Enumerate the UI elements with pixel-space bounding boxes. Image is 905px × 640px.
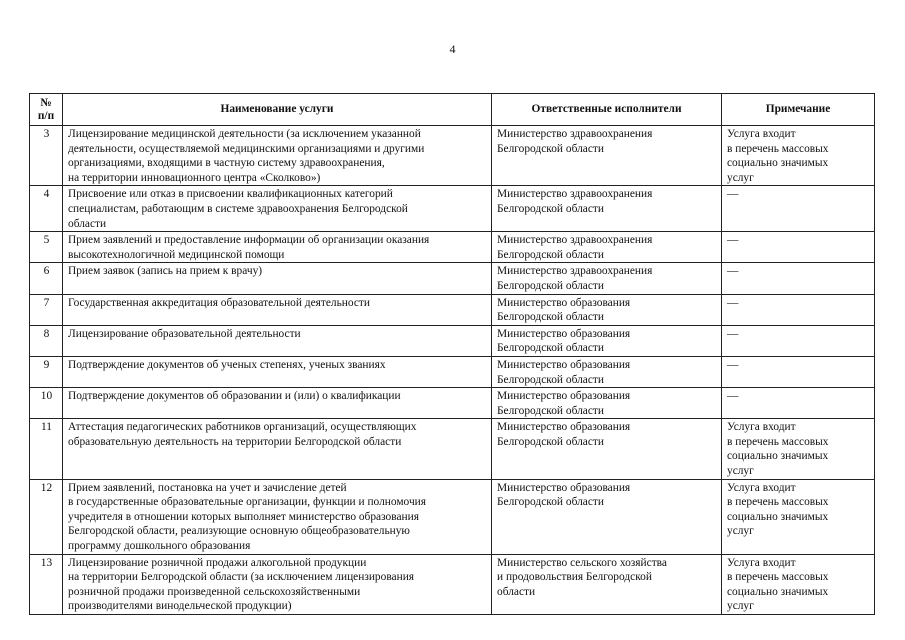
executors: Министерство здравоохранения Белгородской области xyxy=(492,186,722,232)
note: Услуга входит в перечень массовых социально значимых услуг xyxy=(722,126,875,186)
executors: Министерство образования Белгородской области xyxy=(492,419,722,479)
service-name: Лицензирование розничной продажи алкогольной продукции на территории Белгородской области (за исключением лицензирования розничной продажи произведенной сельскохозяйственными производителями винодельческой продукции) xyxy=(63,554,492,614)
service-name: Государственная аккредитация образовательной деятельности xyxy=(63,294,492,325)
executors: Министерство здравоохранения Белгородской области xyxy=(492,232,722,263)
service-name: Прием заявлений, постановка на учет и зачисление детей в государственные образовательные организации, функции и полномочия учредителя в отношении которых выполняет министерство образования Белгородской области, реализующие основную общеобразовательную программу дошкольного образования xyxy=(63,479,492,554)
note: Услуга входит в перечень массовых социально значимых услуг xyxy=(722,419,875,479)
table-row xyxy=(30,419,875,479)
table-row xyxy=(30,294,875,325)
row-num: 9 xyxy=(30,356,63,387)
note: — xyxy=(722,325,875,356)
page-number: 4 xyxy=(449,42,456,56)
note: — xyxy=(722,263,875,294)
note: — xyxy=(722,388,875,419)
service-name: Лицензирование образовательной деятельности xyxy=(63,325,492,356)
service-name: Подтверждение документов об образовании и (или) о квалификации xyxy=(63,388,492,419)
table-row xyxy=(30,186,875,232)
table-row xyxy=(30,325,875,356)
row-num: 13 xyxy=(30,554,63,614)
table-row xyxy=(30,356,875,387)
row-num: 7 xyxy=(30,294,63,325)
executors: Министерство образования Белгородской области xyxy=(492,356,722,387)
table-row xyxy=(30,479,875,554)
row-num: 6 xyxy=(30,263,63,294)
service-name: Лицензирование медицинской деятельности (за исключением указанной деятельности, осуществляемой медицинскими организациями и другими организациями, входящими в частную систему здравоохранения, на территории инновационного центра «Сколково») xyxy=(63,126,492,186)
note: Услуга входит в перечень массовых социально значимых услуг xyxy=(722,554,875,614)
header-num: № п/п xyxy=(30,94,63,126)
row-num: 3 xyxy=(30,126,63,186)
row-num: 12 xyxy=(30,479,63,554)
services-table xyxy=(29,93,875,615)
table-row xyxy=(30,554,875,614)
note: — xyxy=(722,356,875,387)
row-num: 8 xyxy=(30,325,63,356)
executors: Министерство сельского хозяйства и продовольствия Белгородской области xyxy=(492,554,722,614)
row-num: 4 xyxy=(30,186,63,232)
table-row xyxy=(30,263,875,294)
header-note: Примечание xyxy=(722,94,875,126)
table-row xyxy=(30,388,875,419)
table-body xyxy=(30,126,875,615)
table-row xyxy=(30,232,875,263)
table-header-row xyxy=(30,94,875,126)
executors: Министерство образования Белгородской области xyxy=(492,294,722,325)
note: — xyxy=(722,186,875,232)
executors: Министерство образования Белгородской области xyxy=(492,479,722,554)
service-name: Присвоение или отказ в присвоении квалификационных категорий специалистам, работающим в системе здравоохранения Белгородской области xyxy=(63,186,492,232)
service-name: Подтверждение документов об ученых степенях, ученых званиях xyxy=(63,356,492,387)
executors: Министерство образования Белгородской области xyxy=(492,325,722,356)
row-num: 10 xyxy=(30,388,63,419)
executors: Министерство образования Белгородской области xyxy=(492,388,722,419)
service-name: Прием заявлений и предоставление информации об организации оказания высокотехнологичной медицинской помощи xyxy=(63,232,492,263)
row-num: 5 xyxy=(30,232,63,263)
table-row xyxy=(30,126,875,186)
header-executors: Ответственные исполнители xyxy=(492,94,722,126)
executors: Министерство здравоохранения Белгородской области xyxy=(492,126,722,186)
row-num: 11 xyxy=(30,419,63,479)
executors: Министерство здравоохранения Белгородской области xyxy=(492,263,722,294)
header-service-name: Наименование услуги xyxy=(63,94,492,126)
note: — xyxy=(722,232,875,263)
note: — xyxy=(722,294,875,325)
service-name: Прием заявок (запись на прием к врачу) xyxy=(63,263,492,294)
note: Услуга входит в перечень массовых социально значимых услуг xyxy=(722,479,875,554)
service-name: Аттестация педагогических работников организаций, осуществляющих образовательную деятельность на территории Белгородской области xyxy=(63,419,492,479)
